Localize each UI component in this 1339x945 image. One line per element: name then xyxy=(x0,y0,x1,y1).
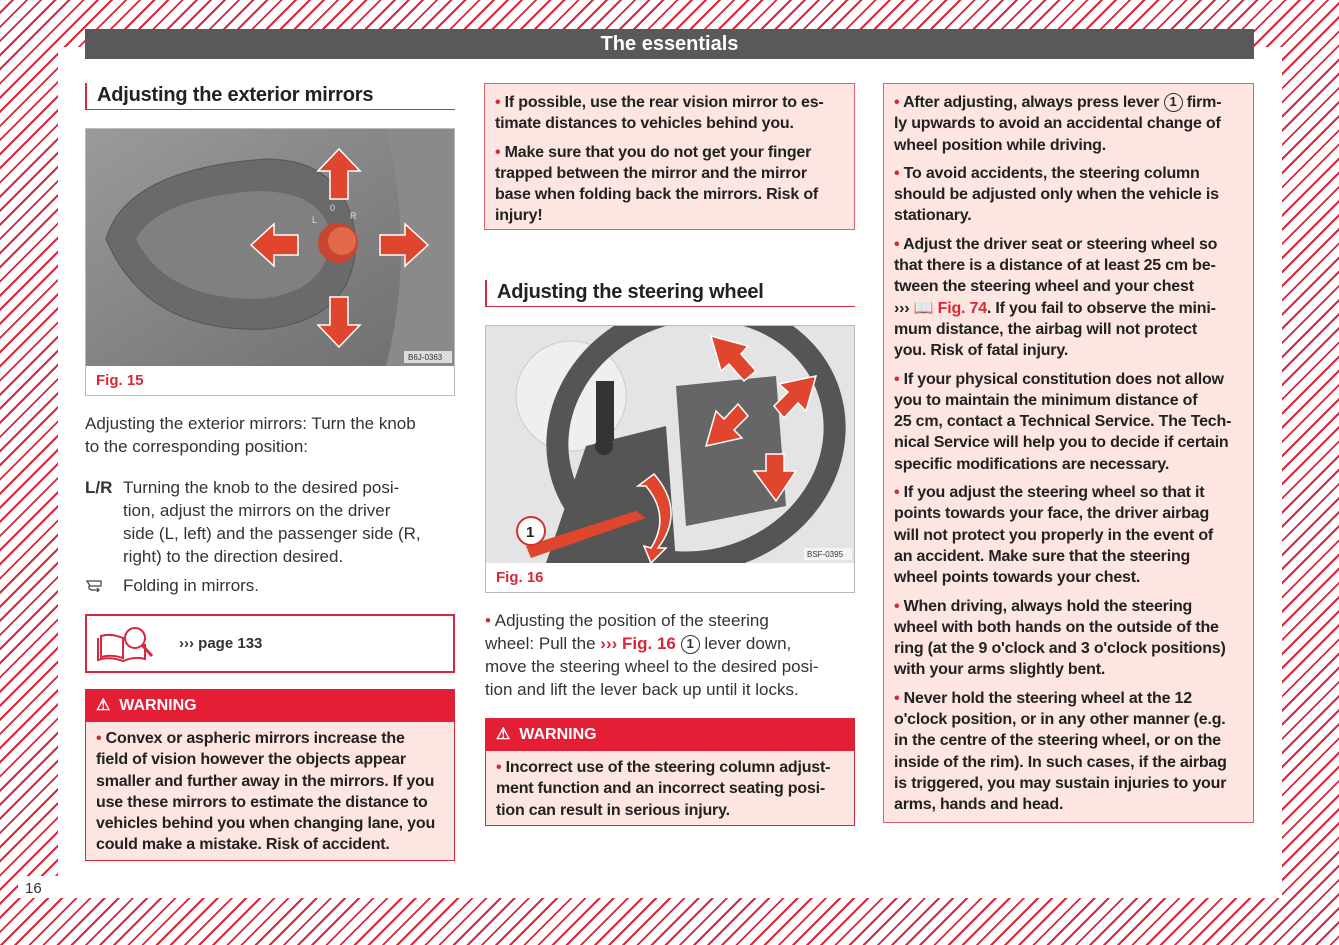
folding-description: Folding in mirrors. xyxy=(123,576,260,595)
lr-description: Turning the knob to the desired posi- tion, adjust the mirrors on the driver side (L, left) and the passenger side (R, right) to the direction desired. xyxy=(123,478,421,566)
figure-code: B6J-0363 xyxy=(408,353,443,362)
knob-label-0: 0 xyxy=(330,203,336,213)
book-search-icon xyxy=(95,624,157,664)
bullet: • xyxy=(496,759,502,776)
callout-1: 1 xyxy=(526,524,535,541)
note-5: If you adjust the steering wheel so that it points towards your face, the driver airbag will not protect you properly in the event of an accident. Make sure that the steering wheel points towards your chest. xyxy=(894,484,1214,587)
note-2: Make sure that you do not get your finger trapped between the mirror and the mirror base when folding back the mirrors. Risk of injury! xyxy=(495,143,819,225)
text: firm- ly upwards to avoid an accidental change of wheel position while driving. xyxy=(894,94,1222,154)
note-1: If possible, use the rear vision mirror to es- timate distances to vehicles behind you. xyxy=(495,94,824,133)
steering-instructions: • Adjusting the position of the steering wheel: Pull the ››› Fig. 16 1 lever down, move the steering wheel to the desired posi- tion and lift the lever back up until it locks. xyxy=(485,611,819,699)
knob-label-l: L xyxy=(312,215,318,225)
note-3: • Adjust the driver seat or steering wheel so that there is a distance of at least 25 cm be- tween the steering wheel and your chest ››› 📖 Fig. 74. If you fail to observe the mini- mum distance, the airbag will not protect you. Risk of fatal injury. xyxy=(894,235,1218,360)
section-header: The essentials xyxy=(85,29,1254,59)
heading-steering-wheel: Adjusting the steering wheel xyxy=(485,280,855,307)
warning-box-steering xyxy=(485,718,855,826)
mirror-notes-box xyxy=(484,83,855,230)
text: Adjusting the position of the steering wheel: Pull the xyxy=(485,611,769,653)
figure-caption: Fig. 15 xyxy=(96,372,144,389)
text: Adjust the driver seat or steering wheel so that there is a distance of at least 25 cm be- tween the steering wheel and your chest xyxy=(894,235,1218,296)
book-search-icon: 📖 xyxy=(913,299,934,317)
figure-caption: Fig. 16 xyxy=(496,569,544,586)
steering-wheel-illustration xyxy=(486,326,854,563)
bullet: • xyxy=(495,143,501,161)
bullet: • xyxy=(495,94,501,111)
heading-exterior-mirrors: Adjusting the exterior mirrors xyxy=(85,83,455,110)
note-4: If your physical constitution does not allow you to maintain the minimum distance of 25 cm, contact a Technical Service. The Tech- nical Service will help you to decide if certain specific modifications are necessary. xyxy=(894,370,1232,473)
text: After adjusting, always press lever xyxy=(903,94,1164,111)
arrows: ››› xyxy=(894,299,910,317)
warning-title: WARNING xyxy=(119,697,197,714)
page-number: 16 xyxy=(25,880,42,897)
ref-arrows: ››› xyxy=(179,635,194,652)
callout-number: 1 xyxy=(1164,93,1183,112)
mirror-control-illustration xyxy=(86,129,454,366)
knob-label-r: R xyxy=(350,211,357,221)
warning-text: Convex or aspheric mirrors increase the field of vision however the objects appear smaller and further away in the mirrors. If you use these mirrors to estimate the distance to vehicles behind you when changing lane, you could make a mistake. Risk of accident. xyxy=(96,730,436,854)
lr-key: L/R xyxy=(85,478,113,497)
text: . If you fail to observe the mini- mum distance, the airbag will not protect you. Risk of fatal injury. xyxy=(894,299,1216,360)
intro-text: Adjusting the exterior mirrors: Turn the knob to the corresponding position: xyxy=(85,414,416,456)
warning-triangle-icon: ⚠ xyxy=(96,697,111,714)
note-7: Never hold the steering wheel at the 12 o'clock position, or in any other manner (e.g. in the centre of the steering wheel, or on the inside of the rim). In such cases, if the airbag is triggered, you may sustain injuries to your arms, hands and head. xyxy=(894,689,1227,814)
bullet: • xyxy=(96,730,102,747)
warning-triangle-icon: ⚠ xyxy=(496,726,511,743)
fig-74-link[interactable]: Fig. 74 xyxy=(937,299,987,317)
callout-number: 1 xyxy=(681,635,700,654)
reference-box[interactable] xyxy=(85,614,455,673)
warning-box-mirrors xyxy=(85,689,455,861)
figure-15 xyxy=(85,128,455,396)
fig-16-link[interactable]: Fig. 16 xyxy=(622,634,676,653)
fold-mirror-icon xyxy=(85,578,105,592)
warning-title: WARNING xyxy=(519,726,597,743)
figure-code: BSF-0395 xyxy=(807,550,844,559)
arrows: ››› xyxy=(600,634,618,653)
note-2: To avoid accidents, the steering column should be adjusted only when the vehicle is stationary. xyxy=(894,164,1219,225)
figure-16 xyxy=(485,325,855,593)
ref-page-link[interactable]: page 133 xyxy=(198,635,263,652)
note-1: • After adjusting, always press lever 1 firm- ly upwards to avoid an accidental change of wheel position while driving. xyxy=(894,94,1222,154)
text: lever down, move the steering wheel to the desired posi- tion and lift the lever back up until it locks. xyxy=(485,634,819,699)
warning-text: Incorrect use of the steering column adjust- ment function and an incorrect seating posi- tion can result in serious injury. xyxy=(496,759,831,819)
note-6: When driving, always hold the steering wheel with both hands on the outside of the ring (at the 9 o'clock and 3 o'clock positions) with your arms slightly bent. xyxy=(894,597,1226,679)
steering-notes-box: • After adjusting, always press lever 1 firm- ly upwards to avoid an accidental change of wheel position while driving. • To avoid accidents, the steering column should be adjusted only when the vehicle is stationary. • Adjust the driver seat or steering wheel so that there is a distance of at least 25 cm be- tween the steering wheel and your chest ››› 📖 Fig. 74. If you fail to observe the mini- mum distance, the airbag will not protect you. Risk of fatal injury. • If your physical constitution does not allow you to maintain the minimum distance of 25 cm, contact a Technical Service. The Tech- nical Service will help you to decide if certain specific modifications are necessary. • If you adjust the steering wheel so that it points towards your face, the driver airbag will not protect you properly in the event of an accident. Make sure that the steering wheel points towards your chest. • When driving, always hold the steering wheel with both hands on the outside of the ring (at the 9 o'clock and 3 o'clock positions) with your arms slightly bent. • Never hold the steering wheel at the 12 o'clock position, or in any other manner (e.g. in the centre of the steering wheel, or on the inside of the rim). In such cases, if the airbag is triggered, you may sustain injuries to your arms, hands and head. xyxy=(883,83,1254,823)
